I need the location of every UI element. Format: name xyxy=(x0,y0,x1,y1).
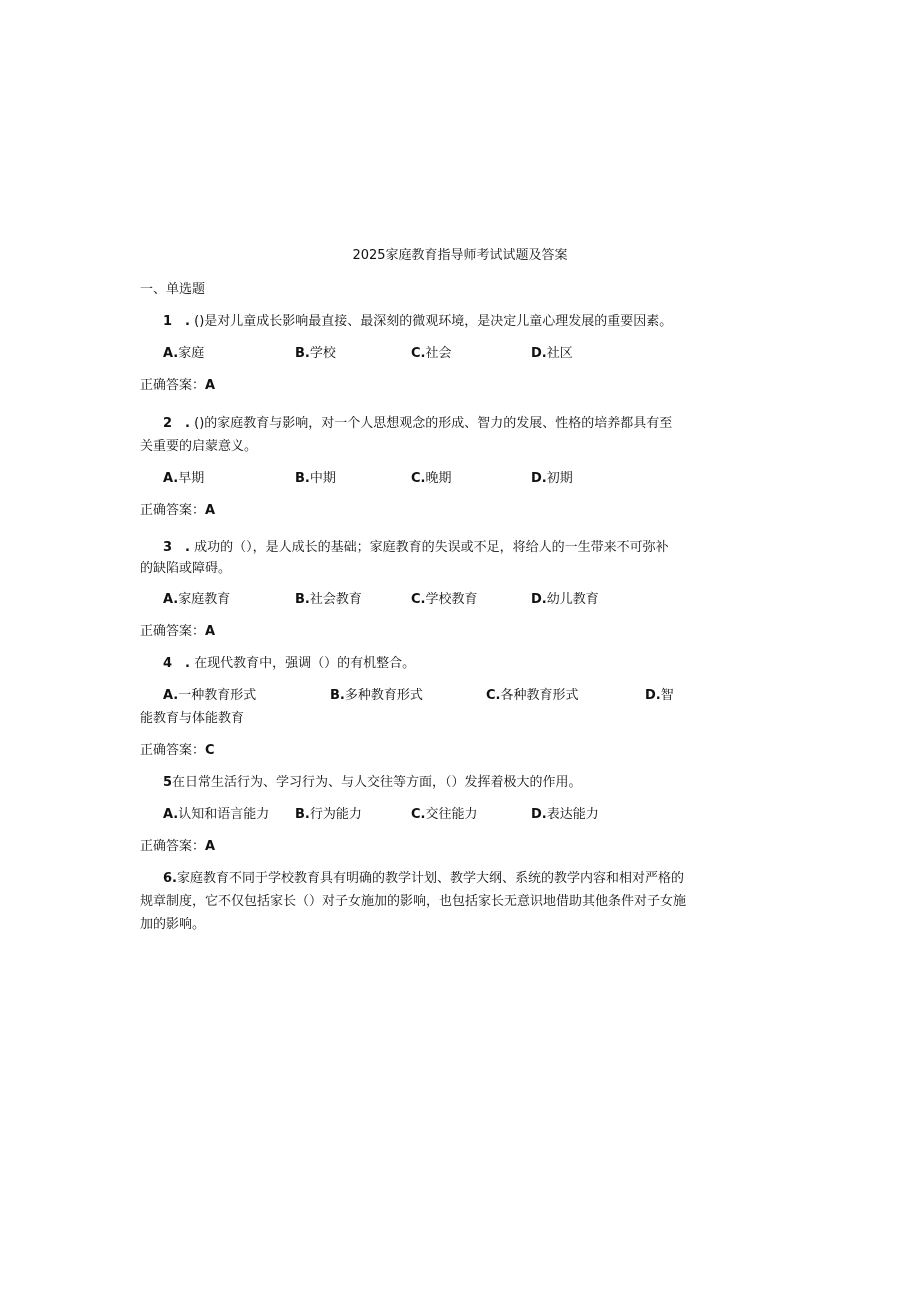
option-a: A.家庭 xyxy=(163,346,205,361)
answer-line: 正确答案：C xyxy=(140,743,215,758)
option-a: A.认知和语言能力 xyxy=(163,807,270,822)
option-c: C.学校教育 xyxy=(411,592,478,607)
option-a: A.家庭教育 xyxy=(163,592,231,607)
question-text-cont: 的缺陷或障碍。 xyxy=(140,561,232,576)
option-a: A.早期 xyxy=(163,471,205,486)
option-a: A.一种教育形式 xyxy=(163,688,257,703)
answer-line: 正确答案：A xyxy=(140,503,216,518)
answer-line: 正确答案：A xyxy=(140,378,216,393)
option-c: C.晚期 xyxy=(411,471,452,486)
option-b: B.学校 xyxy=(295,346,336,361)
option-d: D.幼儿教育 xyxy=(531,592,599,607)
question-text: ()是对儿童成长影响最直接、最深刻的微观环境，是决定儿童心理发展的重要因素。 xyxy=(194,314,673,329)
question-number: 4 . xyxy=(163,656,190,671)
option-c: C.交往能力 xyxy=(411,807,478,822)
option-d: D.初期 xyxy=(531,471,573,486)
question-2 xyxy=(163,415,672,433)
question-number: 5 xyxy=(163,775,173,790)
section-heading: 一、单选题 xyxy=(140,282,206,297)
question-4 xyxy=(163,655,415,673)
question-text: 成功的（），是人成长的基础；家庭教育的失误或不足，将给人的一生带来不可弥补 xyxy=(194,540,669,555)
page-title: 2025家庭教育指导师考试试题及答案 xyxy=(352,248,568,263)
question-3 xyxy=(163,539,669,557)
question-6 xyxy=(163,870,684,888)
question-5 xyxy=(163,774,582,792)
question-text-cont: 规章制度，它不仅包括家长（）对子女施加的影响，也包括家长无意识地借助其他条件对子女施 xyxy=(140,894,687,909)
question-number: 3 . xyxy=(163,540,190,555)
option-b: B.多种教育形式 xyxy=(330,688,423,703)
option-d-cont: 能教育与体能教育 xyxy=(140,711,245,726)
option-d: D.社区 xyxy=(531,346,573,361)
question-number: 2 . xyxy=(163,416,190,431)
option-d: D.表达能力 xyxy=(531,807,599,822)
question-number: 1 . xyxy=(163,314,190,329)
question-1 xyxy=(163,313,672,331)
option-b: B.社会教育 xyxy=(295,592,362,607)
question-text: 家庭教育不同于学校教育具有明确的教学计划、教学大纲、系统的教学内容和相对严格的 xyxy=(176,871,684,886)
option-c: C.社会 xyxy=(411,346,452,361)
option-b: B.行为能力 xyxy=(295,807,362,822)
question-text: 在现代教育中，强调（）的有机整合。 xyxy=(194,656,416,671)
answer-line: 正确答案：A xyxy=(140,624,216,639)
answer-line: 正确答案：A xyxy=(140,839,216,854)
option-c: C.各种教育形式 xyxy=(486,688,579,703)
question-number: 6. xyxy=(163,871,177,886)
option-d: D.智 xyxy=(645,688,674,703)
question-text: ()的家庭教育与影响，对一个人思想观念的形成、智力的发展、性格的培养都具有至 xyxy=(194,416,673,431)
option-b: B.中期 xyxy=(295,471,336,486)
question-text-cont: 加的影响。 xyxy=(140,917,206,932)
question-text: 在日常生活行为、学习行为、与人交往等方面，（）发挥着极大的作用。 xyxy=(172,775,582,790)
question-text-cont: 关重要的启蒙意义。 xyxy=(140,439,258,454)
